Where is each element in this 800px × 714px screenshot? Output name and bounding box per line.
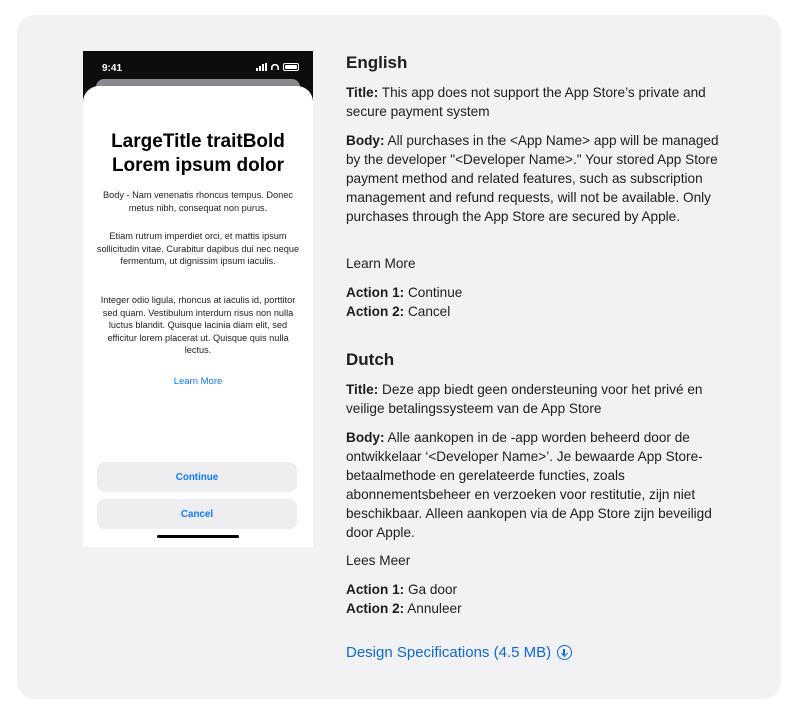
continue-button[interactable]: Continue [97,462,297,492]
home-indicator [157,535,239,538]
dutch-title [346,380,726,418]
design-specifications-link[interactable] [346,644,572,661]
title-label: Title: [346,382,379,397]
dutch-body [346,428,726,542]
action2-label: Action 2: [346,304,405,319]
action1-label: Action 1: [346,582,405,597]
english-title [346,83,726,121]
english-learn-more: Learn More [346,256,416,271]
download-icon [557,645,572,660]
sheet-body-paragraph: Integer odio ligula, rhoncus at iaculis id, porttitor sed quam. Vestibulum interdum risus non nulla luctus blandit. Quisque lacinia diam elit, sed efficitur lorem placerat ut. Quisque quis nulla lectus. [100,295,296,356]
body-label: Body: [346,133,385,148]
english-body [346,131,726,226]
sheet-body-paragraph: Etiam rutrum imperdiet orci, et mattis ipsum sollicitudin vitae. Curabitur dapibus dui nec neque fermentum, ut dignissim ipsum iaculis. [96,231,300,267]
english-action-2 [346,302,726,321]
action2-label: Action 2: [346,601,405,616]
status-bar [83,51,313,81]
english-action-1 [346,283,726,302]
body-text: All purchases in the <App Name> app will be managed by the developer "<Developer Name>." Your stored App Store payment method and related features, such as subscription management and refund requests, will not be available. Only purchases through the App Store are secured by Apple. [346,133,719,224]
dutch-learn-more: Lees Meer [346,553,411,568]
title-text: Deze app biedt geen ondersteuning voor het privé en veilige betalingssysteem van de App Store [346,382,703,416]
dutch-action-2 [346,599,726,618]
status-time: 9:41 [102,63,123,74]
status-icons [256,63,299,71]
design-specifications-label: Design Specifications (4.5 MB) [346,644,552,661]
modal-sheet [83,86,313,547]
wifi-icon [271,64,279,70]
section-heading-dutch: Dutch [346,350,395,369]
sheet-title: LargeTitle traitBold Lorem ipsum dolor [111,131,285,176]
cellular-signal-icon [256,63,267,71]
phone-mockup [83,51,313,547]
cancel-button[interactable]: Cancel [97,499,297,529]
sheet-body-paragraph: Body - Nam venenatis rhoncus tempus. Donec metus nibh, consequat non purus. [103,190,293,213]
action2-text: Annuleer [407,601,462,616]
title-text: This app does not support the App Store’s private and secure payment system [346,85,706,119]
body-label: Body: [346,430,385,445]
action1-text: Continue [407,285,463,300]
action2-text: Cancel [407,304,451,319]
dutch-action-1 [346,580,726,599]
battery-icon [283,63,299,71]
learn-more-link[interactable]: Learn More [173,376,223,387]
action1-text: Ga door [407,582,458,597]
body-text: Alle aankopen in de -app worden beheerd door de ontwikkelaar ‘<Developer Name>’. Je bewaarde App Store-betaalmethode en gerelateerde functies, zoals abonnementsbeheer en verzoeken voor restitutie, zijn niet beschikbaar. Alleen aankopen via de App Store zijn beveiligd door Apple. [346,430,712,540]
action1-label: Action 1: [346,285,405,300]
title-label: Title: [346,85,379,100]
section-heading-english: English [346,53,408,72]
